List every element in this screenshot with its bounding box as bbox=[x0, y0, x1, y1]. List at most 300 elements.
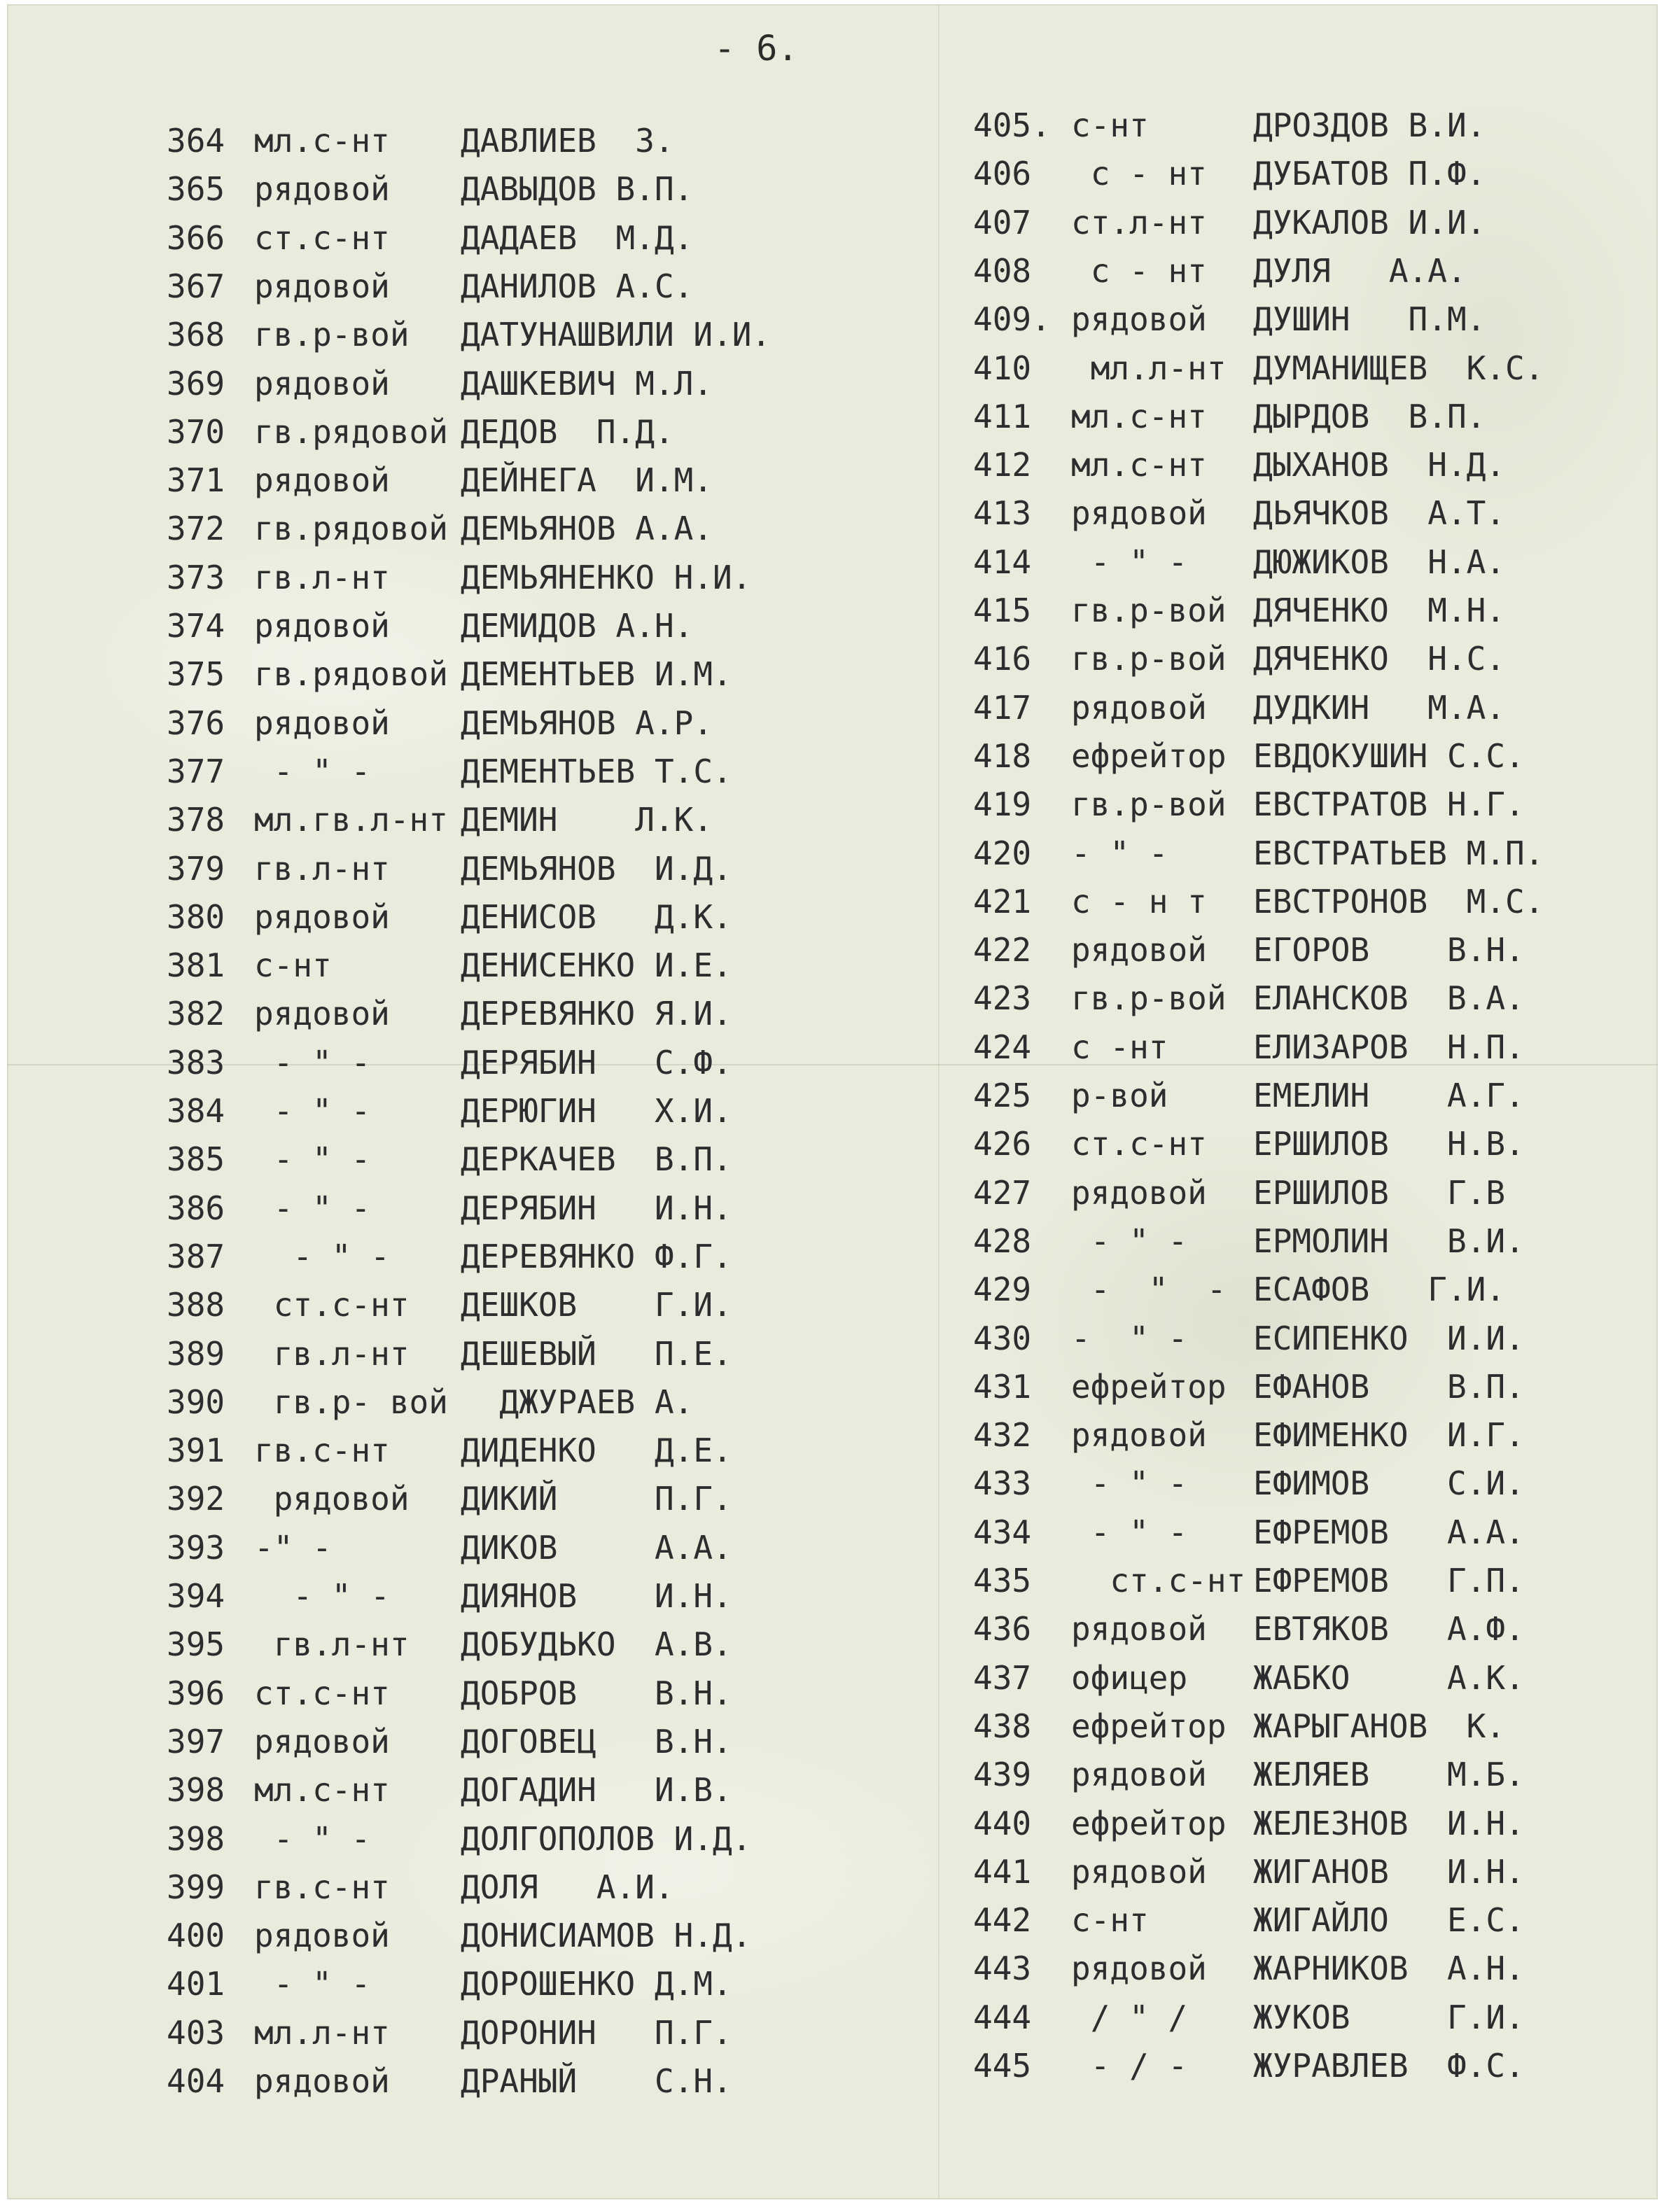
entry-number: 381 bbox=[167, 946, 225, 984]
roster-row-left bbox=[167, 2061, 832, 2101]
entry-number: 412 bbox=[973, 446, 1032, 484]
entry-number: 424 bbox=[973, 1028, 1032, 1066]
entry-name: ДОБРОВ В.Н. bbox=[461, 1674, 732, 1712]
entry-number: 368 bbox=[167, 316, 225, 354]
entry-name: ДЖУРАЕВ А. bbox=[461, 1383, 694, 1421]
roster-row-left bbox=[167, 1721, 832, 1762]
entry-number: 383 bbox=[167, 1044, 225, 1082]
entry-name: ДЕМИН Л.К. bbox=[461, 801, 713, 839]
entry-rank: гв.с-нт bbox=[254, 1432, 390, 1469]
entry-number: 400 bbox=[167, 1917, 225, 1954]
roster-row-left bbox=[167, 1867, 832, 1907]
entry-number: 442 bbox=[973, 1901, 1032, 1939]
roster-row-right bbox=[973, 1754, 1638, 1795]
entry-name: ДАВЛИЕВ З. bbox=[461, 122, 674, 160]
entry-rank: гв.р-вой bbox=[254, 316, 410, 354]
roster-row-right bbox=[973, 1948, 1638, 1989]
roster-row-right bbox=[973, 2045, 1638, 2086]
entry-rank: ст.с-нт bbox=[254, 219, 390, 257]
entry-name: ДЮЖИКОВ Н.А. bbox=[1253, 543, 1506, 581]
entry-rank: рядовой bbox=[1071, 1756, 1207, 1793]
entry-rank: / " / bbox=[1071, 1998, 1188, 2036]
entry-rank: - " - bbox=[254, 1965, 371, 2003]
entry-name: ДАТУНАШВИЛИ И.И. bbox=[461, 316, 771, 354]
roster-row-right bbox=[973, 1463, 1638, 1504]
roster-row-right bbox=[973, 978, 1638, 1018]
roster-row-right bbox=[973, 1803, 1638, 1844]
entry-rank: гв.рядовой bbox=[254, 655, 448, 693]
roster-row-right bbox=[973, 493, 1638, 533]
entry-rank: - " - bbox=[254, 1577, 390, 1615]
roster-row-left bbox=[167, 1139, 832, 1180]
entry-name: ЕМЕЛИН А.Г. bbox=[1253, 1077, 1525, 1114]
entry-name: ЖИГАЙЛО Е.С. bbox=[1253, 1901, 1525, 1939]
roster-row-right bbox=[973, 1900, 1638, 1940]
entry-name: ДИКИЙ П.Г. bbox=[461, 1480, 732, 1518]
entry-rank: -" - bbox=[254, 1529, 332, 1567]
entry-number: 414 bbox=[973, 543, 1032, 581]
roster-row-left bbox=[167, 945, 832, 986]
roster-row-right bbox=[973, 105, 1638, 146]
entry-number: 396 bbox=[167, 1674, 225, 1712]
entry-rank: - " - bbox=[254, 1189, 371, 1227]
entry-number: 422 bbox=[973, 931, 1032, 969]
entry-rank: мл.с-нт bbox=[1071, 446, 1207, 484]
entry-name: ДРАНЫЙ С.Н. bbox=[461, 2062, 732, 2100]
roster-row-right bbox=[973, 1997, 1638, 2038]
roster-row-left bbox=[167, 1284, 832, 1325]
entry-name: ДУМАНИЩЕВ К.С. bbox=[1253, 349, 1544, 387]
entry-number: 430 bbox=[973, 1320, 1032, 1357]
entry-rank: - " - bbox=[254, 1820, 371, 1858]
entry-name: ЕРШИЛОВ Г.В bbox=[1253, 1174, 1506, 1212]
entry-name: ДЕМЬЯНОВ А.А. bbox=[461, 510, 713, 547]
entry-number: 399 bbox=[167, 1868, 225, 1906]
entry-number: 384 bbox=[167, 1092, 225, 1130]
roster-row-right bbox=[973, 736, 1638, 776]
entry-name: ДЕМЕНТЬЕВ И.М. bbox=[461, 655, 732, 693]
roster-row-right bbox=[973, 590, 1638, 631]
entry-name: ЖАБКО А.К. bbox=[1253, 1659, 1525, 1697]
roster-row-left bbox=[167, 314, 832, 355]
entry-rank: с - н т bbox=[1071, 883, 1207, 920]
entry-name: ДЕДОВ П.Д. bbox=[461, 413, 674, 451]
entry-name: ДЕРЮГИН Х.И. bbox=[461, 1092, 732, 1130]
entry-number: 441 bbox=[973, 1853, 1032, 1891]
roster-row-right bbox=[973, 1269, 1638, 1310]
entry-name: ДЕРЯБИН И.Н. bbox=[461, 1189, 732, 1227]
roster-row-right bbox=[973, 153, 1638, 194]
roster-row-left bbox=[167, 1091, 832, 1131]
entry-number: 432 bbox=[973, 1416, 1032, 1454]
entry-number: 431 bbox=[973, 1368, 1032, 1406]
entry-name: ДЫРДОВ В.П. bbox=[1253, 398, 1486, 435]
entry-number: 404 bbox=[167, 2062, 225, 2100]
entry-rank: офицер bbox=[1071, 1659, 1188, 1697]
roster-row-right bbox=[973, 444, 1638, 485]
entry-rank: рядовой bbox=[254, 704, 390, 742]
entry-name: ЖАРЫГАНОВ К. bbox=[1253, 1707, 1506, 1745]
entry-number: 369 bbox=[167, 365, 225, 402]
entry-rank: рядовой bbox=[1071, 931, 1207, 969]
entry-name: ДЫХАНОВ Н.Д. bbox=[1253, 446, 1506, 484]
entry-name: ДОРОШЕНКО Д.М. bbox=[461, 1965, 732, 2003]
entry-name: ЕВСТРАТОВ Н.Г. bbox=[1253, 785, 1525, 823]
entry-rank: ефрейтор bbox=[1071, 1805, 1227, 1842]
roster-row-right bbox=[973, 1027, 1638, 1068]
entry-name: ДОБУДЬКО А.В. bbox=[461, 1625, 732, 1663]
entry-name: ДУБАТОВ П.Ф. bbox=[1253, 155, 1486, 192]
entry-rank: гв.л-нт bbox=[254, 559, 390, 596]
roster-row-right bbox=[973, 396, 1638, 437]
entry-name: ЖЕЛЕЗНОВ И.Н. bbox=[1253, 1805, 1525, 1842]
entry-number: 366 bbox=[167, 219, 225, 257]
entry-rank: рядовой bbox=[254, 170, 390, 208]
roster-row-right bbox=[973, 251, 1638, 291]
roster-row-left bbox=[167, 1819, 832, 1859]
entry-name: ЖУРАВЛЕВ Ф.С. bbox=[1253, 2047, 1525, 2085]
entry-name: ДОНИСИАМОВ Н.Д. bbox=[461, 1917, 752, 1954]
entry-name: ДЕМЬЯНЕНКО Н.И. bbox=[461, 559, 752, 596]
roster-row-left bbox=[167, 1430, 832, 1471]
entry-number: 420 bbox=[973, 834, 1032, 872]
entry-number: 418 bbox=[973, 737, 1032, 775]
entry-name: ЕФРЕМОВ А.А. bbox=[1253, 1513, 1525, 1551]
roster-row-left bbox=[167, 2012, 832, 2053]
entry-name: ДУЛЯ А.А. bbox=[1253, 252, 1467, 290]
entry-number: 389 bbox=[167, 1335, 225, 1373]
entry-name: ЕГОРОВ В.Н. bbox=[1253, 931, 1525, 969]
roster-row-left bbox=[167, 169, 832, 209]
roster-row-right bbox=[973, 1658, 1638, 1698]
roster-row-left bbox=[167, 1478, 832, 1519]
entry-name: ЕЛИЗАРОВ Н.П. bbox=[1253, 1028, 1525, 1066]
entry-rank: рядовой bbox=[1071, 494, 1207, 532]
roster-row-left bbox=[167, 508, 832, 549]
entry-name: ЕРМОЛИН В.И. bbox=[1253, 1222, 1525, 1260]
entry-rank: рядовой bbox=[1071, 1853, 1207, 1891]
roster-row-right bbox=[973, 881, 1638, 922]
entry-name: ДЕРЯБИН С.Ф. bbox=[461, 1044, 732, 1082]
entry-name: ЖАРНИКОВ А.Н. bbox=[1253, 1949, 1525, 1987]
entry-rank: ст.с-нт bbox=[254, 1286, 410, 1324]
entry-name: ДЕНИСЕНКО И.Е. bbox=[461, 946, 732, 984]
roster-row-right bbox=[973, 299, 1638, 340]
roster-row-right bbox=[973, 202, 1638, 243]
entry-number: 427 bbox=[973, 1174, 1032, 1212]
entry-name: ЕСАФОВ Г.И. bbox=[1253, 1270, 1506, 1308]
entry-rank: рядовой bbox=[254, 995, 390, 1032]
entry-name: ДЕРКАЧЕВ В.П. bbox=[461, 1140, 732, 1178]
entry-number: 445 bbox=[973, 2047, 1032, 2085]
roster-row-right bbox=[973, 1221, 1638, 1261]
entry-rank: гв.л-нт bbox=[254, 1625, 410, 1663]
entry-number: 425 bbox=[973, 1077, 1032, 1114]
entry-name: ЕВСТРАТЬЕВ М.П. bbox=[1253, 834, 1544, 872]
roster-row-left bbox=[167, 799, 832, 840]
entry-rank: рядовой bbox=[254, 267, 390, 305]
entry-name: ДЕМЕНТЬЕВ Т.С. bbox=[461, 752, 732, 790]
entry-name: ДОГОВЕЦ В.Н. bbox=[461, 1723, 732, 1760]
roster-row-right bbox=[973, 930, 1638, 970]
entry-name: ДЕШЕВЫЙ П.Е. bbox=[461, 1335, 732, 1373]
entry-number: 415 bbox=[973, 592, 1032, 629]
entry-number: 386 bbox=[167, 1189, 225, 1227]
entry-number: 423 bbox=[973, 979, 1032, 1017]
entry-number: 375 bbox=[167, 655, 225, 693]
entry-name: ДОЛГОПОЛОВ И.Д. bbox=[461, 1820, 752, 1858]
roster-row-right bbox=[973, 1609, 1638, 1649]
roster-row-right bbox=[973, 542, 1638, 582]
entry-name: ДАДАЕВ М.Д. bbox=[461, 219, 694, 257]
entry-rank: с -нт bbox=[1071, 1028, 1168, 1066]
entry-number: 439 bbox=[973, 1756, 1032, 1793]
entry-rank: гв.л-нт bbox=[254, 850, 390, 888]
roster-row-left bbox=[167, 1624, 832, 1665]
entry-rank: с - нт bbox=[1071, 252, 1207, 290]
entry-rank: рядовой bbox=[254, 1917, 390, 1954]
entry-rank: ст.с-нт bbox=[1071, 1562, 1246, 1600]
entry-rank: - " - bbox=[1071, 543, 1188, 581]
entry-name: ДЕМЬЯНОВ И.Д. bbox=[461, 850, 732, 888]
entry-rank: мл.л-нт bbox=[254, 2014, 390, 2052]
entry-name: ЕСИПЕНКО И.И. bbox=[1253, 1320, 1525, 1357]
entry-rank: - " - bbox=[254, 1044, 371, 1082]
entry-name: ДОЛЯ А.И. bbox=[461, 1868, 674, 1906]
entry-name: ДЕМЬЯНОВ А.Р. bbox=[461, 704, 713, 742]
roster-row-left bbox=[167, 1188, 832, 1228]
entry-number: 393 bbox=[167, 1529, 225, 1567]
entry-number: 392 bbox=[167, 1480, 225, 1518]
entry-number: 387 bbox=[167, 1238, 225, 1275]
entry-rank: мл.с-нт bbox=[254, 122, 390, 160]
entry-rank: - " - bbox=[254, 1140, 371, 1178]
roster-row-left bbox=[167, 703, 832, 743]
roster-row-right bbox=[973, 1124, 1638, 1164]
entry-rank: ефрейтор bbox=[1071, 1707, 1227, 1745]
entry-name: ЕВСТРОНОВ М.С. bbox=[1253, 883, 1544, 920]
roster-row-right bbox=[973, 1512, 1638, 1553]
entry-rank: рядовой bbox=[254, 898, 390, 936]
entry-number: 397 bbox=[167, 1723, 225, 1760]
entry-number: 421 bbox=[973, 883, 1032, 920]
roster-row-right bbox=[973, 348, 1638, 388]
entry-rank: гв.рядовой bbox=[254, 413, 448, 451]
entry-rank: рядовой bbox=[254, 461, 390, 499]
entry-rank: рядовой bbox=[1071, 1610, 1207, 1648]
entry-rank: гв.р-вой bbox=[1071, 979, 1227, 1017]
entry-number: 373 bbox=[167, 559, 225, 596]
entry-name: ДУКАЛОВ И.И. bbox=[1253, 204, 1486, 241]
entry-number: 374 bbox=[167, 607, 225, 645]
entry-number: 411 bbox=[973, 398, 1032, 435]
roster-row-left bbox=[167, 897, 832, 937]
roster-row-left bbox=[167, 120, 832, 161]
entry-rank: рядовой bbox=[254, 1723, 390, 1760]
entry-name: ДЕЙНЕГА И.М. bbox=[461, 461, 713, 499]
entry-name: ДИДЕНКО Д.Е. bbox=[461, 1432, 732, 1469]
entry-number: 406 bbox=[973, 155, 1032, 192]
entry-number: 403 bbox=[167, 2014, 225, 2052]
entry-name: ДЕШКОВ Г.И. bbox=[461, 1286, 732, 1324]
entry-number: 367 bbox=[167, 267, 225, 305]
entry-rank: гв.р-вой bbox=[1071, 592, 1227, 629]
entry-number: 382 bbox=[167, 995, 225, 1032]
roster-row-left bbox=[167, 1334, 832, 1374]
entry-number: 433 bbox=[973, 1464, 1032, 1502]
entry-name: ДАВЫДОВ В.П. bbox=[461, 170, 694, 208]
entry-name: ДУДКИН М.А. bbox=[1253, 689, 1506, 727]
entry-number: 372 bbox=[167, 510, 225, 547]
roster-row-left bbox=[167, 751, 832, 792]
roster-row-right bbox=[973, 638, 1638, 679]
entry-number: 395 bbox=[167, 1625, 225, 1663]
entry-rank: ефрейтор bbox=[1071, 737, 1227, 775]
roster-row-left bbox=[167, 412, 832, 452]
entry-number: 436 bbox=[973, 1610, 1032, 1648]
roster-row-left bbox=[167, 1382, 832, 1422]
roster-row-left bbox=[167, 654, 832, 694]
entry-number: 401 bbox=[167, 1965, 225, 2003]
entry-rank: рядовой bbox=[254, 2062, 390, 2100]
entry-rank: гв.р- вой bbox=[254, 1383, 448, 1421]
entry-number: 426 bbox=[973, 1125, 1032, 1163]
roster-row-left bbox=[167, 363, 832, 404]
page-number: - 6. bbox=[714, 28, 799, 69]
entry-name: ЕФИМОВ С.И. bbox=[1253, 1464, 1525, 1502]
entry-number: 390 bbox=[167, 1383, 225, 1421]
entry-name: ЖУКОВ Г.И. bbox=[1253, 1998, 1525, 2036]
entry-rank: - " - bbox=[1071, 1464, 1188, 1502]
entry-name: ЕФИМЕНКО И.Г. bbox=[1253, 1416, 1525, 1454]
roster-row-left bbox=[167, 1236, 832, 1277]
entry-number: 377 bbox=[167, 752, 225, 790]
entry-rank: ст.с-нт bbox=[1071, 1125, 1207, 1163]
entry-rank: рядовой bbox=[1071, 1949, 1207, 1987]
entry-number: 398 bbox=[167, 1820, 225, 1858]
entry-number: 365 bbox=[167, 170, 225, 208]
entry-rank: ст.л-нт bbox=[1071, 204, 1207, 241]
entry-name: ДЬЯЧКОВ А.Т. bbox=[1253, 494, 1506, 532]
entry-number: 385 bbox=[167, 1140, 225, 1178]
entry-rank: ефрейтор bbox=[1071, 1368, 1227, 1406]
entry-rank: с-нт bbox=[254, 946, 332, 984]
entry-number: 419 bbox=[973, 785, 1032, 823]
entry-rank: мл.л-нт bbox=[1071, 349, 1227, 387]
entry-rank: с - нт bbox=[1071, 155, 1207, 192]
roster-row-right bbox=[973, 1851, 1638, 1892]
entry-number: 364 bbox=[167, 122, 225, 160]
entry-number: 444 bbox=[973, 1998, 1032, 2036]
entry-name: ДАНИЛОВ А.С. bbox=[461, 267, 694, 305]
entry-name: ДАШКЕВИЧ М.Л. bbox=[461, 365, 713, 402]
entry-number: 388 bbox=[167, 1286, 225, 1324]
entry-number: 416 bbox=[973, 640, 1032, 678]
entry-name: ЕЛАНСКОВ В.А. bbox=[1253, 979, 1525, 1017]
roster-row-left bbox=[167, 218, 832, 258]
roster-row-right bbox=[973, 1075, 1638, 1116]
entry-rank: мл.гв.л-нт bbox=[254, 801, 448, 839]
entry-number: 410 bbox=[973, 349, 1032, 387]
roster-row-right bbox=[973, 687, 1638, 728]
entry-number: 380 bbox=[167, 898, 225, 936]
entry-number: 413 bbox=[973, 494, 1032, 532]
entry-name: ДУШИН П.М. bbox=[1253, 300, 1486, 338]
entry-rank: рядовой bbox=[254, 365, 390, 402]
entry-name: ДИЯНОВ И.Н. bbox=[461, 1577, 732, 1615]
entry-number: 378 bbox=[167, 801, 225, 839]
entry-rank: - " - bbox=[1071, 1513, 1188, 1551]
entry-rank: р-вой bbox=[1071, 1077, 1168, 1114]
entry-rank: - " - bbox=[1071, 1270, 1227, 1308]
entry-number: 405. bbox=[973, 106, 1051, 144]
entry-name: ДЕНИСОВ Д.К. bbox=[461, 898, 732, 936]
entry-name: ЕВТЯКОВ А.Ф. bbox=[1253, 1610, 1525, 1648]
entry-name: ЕРШИЛОВ Н.В. bbox=[1253, 1125, 1525, 1163]
entry-rank: мл.с-нт bbox=[254, 1771, 390, 1809]
entry-name: ДЯЧЕНКО Н.С. bbox=[1253, 640, 1506, 678]
entry-number: 435 bbox=[973, 1562, 1032, 1600]
entry-rank: рядовой bbox=[1071, 689, 1207, 727]
entry-number: 370 bbox=[167, 413, 225, 451]
entry-name: ДЕМИДОВ А.Н. bbox=[461, 607, 694, 645]
roster-row-left bbox=[167, 557, 832, 598]
entry-rank: - " - bbox=[1071, 1222, 1188, 1260]
entry-rank: - " - bbox=[1071, 834, 1168, 872]
roster-row-left bbox=[167, 993, 832, 1034]
entry-rank: мл.с-нт bbox=[1071, 398, 1207, 435]
entry-rank: - " - bbox=[1071, 1320, 1188, 1357]
entry-name: ДИКОВ А.А. bbox=[461, 1529, 732, 1567]
entry-rank: с-нт bbox=[1071, 106, 1149, 144]
entry-name: ДРОЗДОВ В.И. bbox=[1253, 106, 1486, 144]
entry-number: 417 bbox=[973, 689, 1032, 727]
roster-row-right bbox=[973, 833, 1638, 874]
entry-rank: гв.рядовой bbox=[254, 510, 448, 547]
roster-row-right bbox=[973, 784, 1638, 825]
entry-number: 428 bbox=[973, 1222, 1032, 1260]
entry-name: ДЯЧЕНКО М.Н. bbox=[1253, 592, 1506, 629]
entry-rank: гв.р-вой bbox=[1071, 640, 1227, 678]
entry-name: ЕФРЕМОВ Г.П. bbox=[1253, 1562, 1525, 1600]
entry-name: ЕФАНОВ В.П. bbox=[1253, 1368, 1525, 1406]
roster-row-right bbox=[973, 1560, 1638, 1601]
entry-number: 438 bbox=[973, 1707, 1032, 1745]
entry-name: ДОГАДИН И.В. bbox=[461, 1771, 732, 1809]
entry-rank: рядовой bbox=[254, 607, 390, 645]
entry-number: 407 bbox=[973, 204, 1032, 241]
entry-number: 371 bbox=[167, 461, 225, 499]
entry-number: 398 bbox=[167, 1771, 225, 1809]
entry-name: ЖЕЛЯЕВ М.Б. bbox=[1253, 1756, 1525, 1793]
roster-row-left bbox=[167, 1963, 832, 2004]
entry-number: 391 bbox=[167, 1432, 225, 1469]
roster-row-right bbox=[973, 1172, 1638, 1213]
roster-row-left bbox=[167, 848, 832, 889]
entry-number: 376 bbox=[167, 704, 225, 742]
entry-number: 443 bbox=[973, 1949, 1032, 1987]
roster-row-left bbox=[167, 1770, 832, 1810]
roster-row-left bbox=[167, 1527, 832, 1568]
roster-row-left bbox=[167, 1042, 832, 1083]
roster-row-left bbox=[167, 460, 832, 500]
entry-number: 437 bbox=[973, 1659, 1032, 1697]
entry-rank: с-нт bbox=[1071, 1901, 1149, 1939]
entry-number: 429 bbox=[973, 1270, 1032, 1308]
entry-rank: - " - bbox=[254, 752, 371, 790]
entry-number: 440 bbox=[973, 1805, 1032, 1842]
entry-name: ДЕРЕВЯНКО Я.И. bbox=[461, 995, 732, 1032]
